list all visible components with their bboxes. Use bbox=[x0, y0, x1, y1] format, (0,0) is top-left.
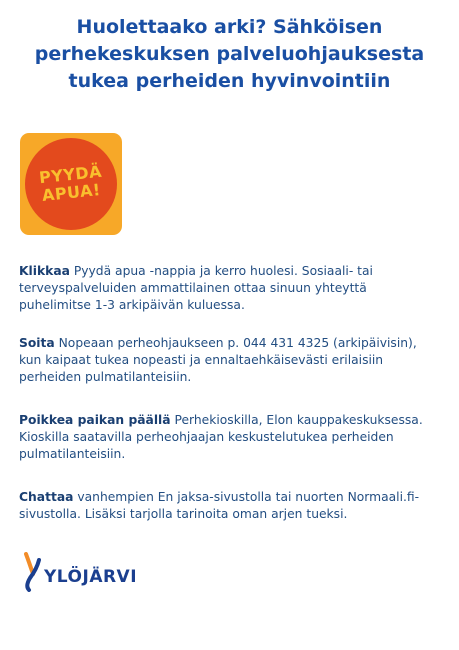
section-click-lead: Klikkaa bbox=[19, 264, 70, 278]
section-call-text: Nopeaan perheohjaukseen p. 044 431 4325 (arkipäivisin), kun kaipaat tukea nopeasti ja ennaltaehkäisevästi erilaisiin perheiden pulmatilanteisiin. bbox=[19, 336, 417, 384]
ylojarvi-logo bbox=[17, 552, 137, 592]
title-line-2: perhekeskuksen palveluohjauksesta bbox=[34, 43, 425, 65]
title-line-1: Huolettaako arki? Sähköisen bbox=[76, 16, 383, 38]
section-chat-text: vanhempien En jaksa-sivustolla tai nuorten Normaali.fi-sivustolla. Lisäksi tarjolla tarinoita oman arjen tueksi. bbox=[19, 490, 420, 521]
section-visit-text: Perhekioskilla, Elon kauppakeskuksessa. Kioskilla saatavilla perheohjaajan keskustelutukea perheiden pulmatilanteisiin. bbox=[19, 413, 423, 461]
section-visit-lead: Poikkea paikan päällä bbox=[19, 413, 171, 427]
section-visit bbox=[19, 412, 439, 463]
title-line-3: tukea perheiden hyvinvointiin bbox=[68, 70, 391, 92]
section-chat-lead: Chattaa bbox=[19, 490, 74, 504]
section-call bbox=[19, 335, 439, 386]
ylojarvi-logo-mark-icon bbox=[17, 552, 43, 592]
section-chat bbox=[19, 489, 439, 523]
help-button-label-line-1: PYYDÄ bbox=[38, 161, 104, 188]
page-title bbox=[0, 14, 459, 95]
help-button-label-line-2: APUA! bbox=[40, 179, 102, 206]
section-click bbox=[19, 263, 439, 314]
section-call-lead: Soita bbox=[19, 336, 55, 350]
help-button-circle bbox=[25, 138, 117, 230]
pyyda-apua-button[interactable] bbox=[20, 133, 122, 235]
section-click-text: Pyydä apua -nappia ja kerro huolesi. Sosiaali- tai terveyspalveluiden ammattilainen ottaa sinuun yhteyttä puhelimitse 1-3 arkipäivän kuluessa. bbox=[19, 264, 373, 312]
logo-text: YLÖJÄRVI bbox=[44, 567, 138, 587]
